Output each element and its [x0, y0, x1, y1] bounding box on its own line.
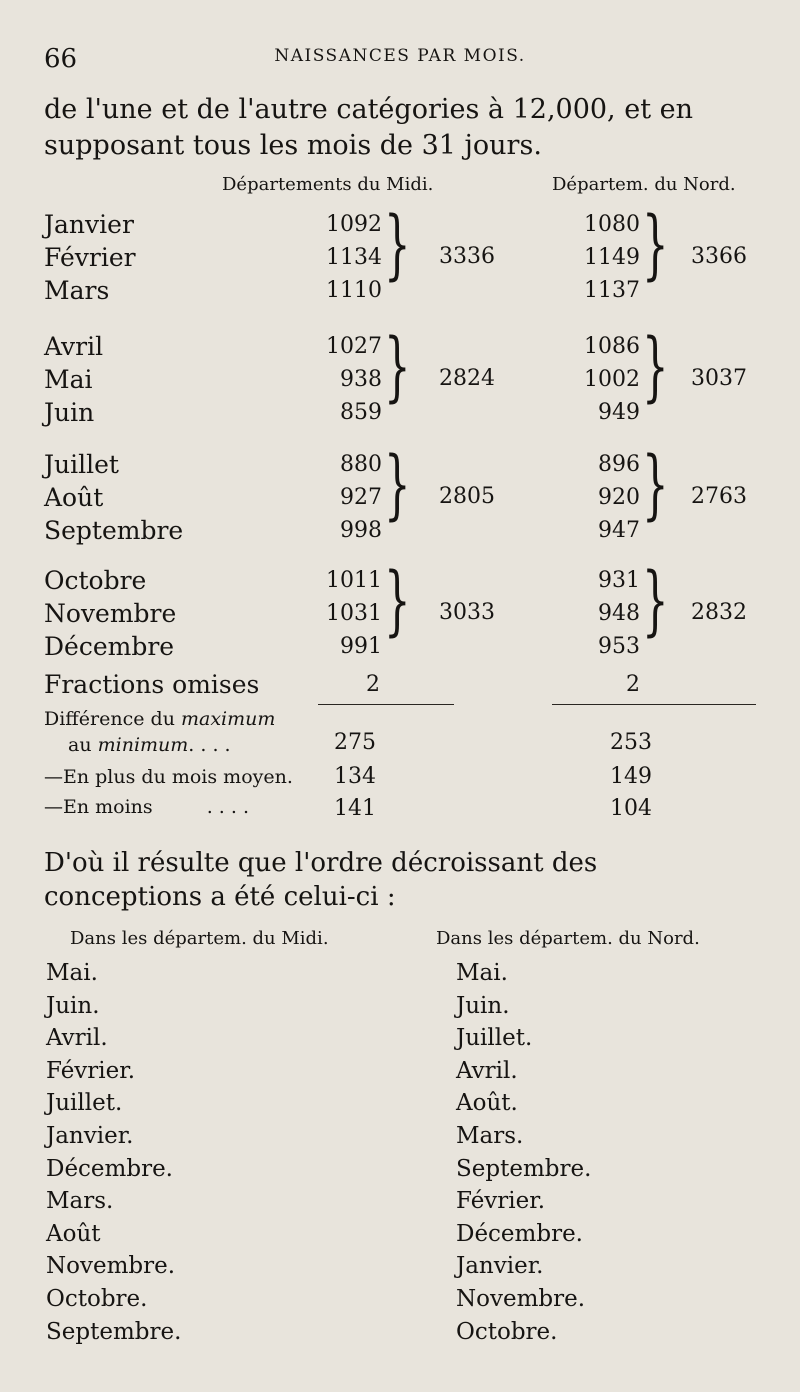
order-header-nord: Dans les départem. du Nord.: [436, 928, 700, 949]
value-midi: 1027: [326, 334, 382, 359]
difference-nord: 253: [610, 730, 652, 755]
brace-midi: }: [384, 321, 411, 410]
difference-label-line1: [44, 708, 275, 730]
order-item-midi: Septembre.: [46, 1318, 182, 1345]
rule-midi: [318, 704, 454, 705]
plus-label: —En plus du mois moyen.: [44, 766, 293, 788]
month-label: Novembre: [44, 599, 177, 628]
brace-midi: }: [384, 555, 411, 644]
value-nord: 1137: [584, 278, 640, 303]
difference-midi: 275: [334, 730, 376, 755]
order-item-nord: Novembre.: [456, 1286, 586, 1312]
order-item-nord: Juillet.: [456, 1025, 533, 1052]
value-midi: 1092: [326, 212, 382, 237]
order-item-midi: Mars.: [46, 1188, 114, 1215]
quarter-total-midi: 2824: [439, 366, 495, 391]
month-label: Juin: [44, 398, 95, 427]
order-item-midi: Août: [46, 1220, 101, 1247]
value-nord: 931: [598, 568, 640, 593]
value-nord: 896: [598, 452, 640, 477]
value-midi: 859: [340, 400, 382, 425]
quarter-total-midi: 3336: [439, 244, 495, 269]
conclusion-paragraph: D'où il résulte que l'ordre décroissant des conceptions a été celui-ci :: [44, 848, 598, 912]
value-nord: 947: [598, 518, 640, 543]
moins-midi: 141: [334, 796, 376, 821]
quarter-total-nord: 3366: [691, 244, 747, 269]
order-item-midi: Octobre.: [46, 1286, 148, 1312]
order-item-nord: Mars.: [456, 1123, 524, 1149]
value-midi: 1011: [326, 568, 382, 593]
order-item-midi: Novembre.: [46, 1253, 176, 1280]
difference-label-text: Différence du: [44, 708, 181, 730]
plus-midi: 134: [334, 764, 376, 789]
month-label: Février: [44, 243, 136, 272]
plus-nord: 149: [610, 764, 652, 789]
page-number: 66: [44, 44, 78, 74]
value-nord: 1086: [584, 334, 640, 359]
value-midi: 1110: [326, 278, 382, 303]
brace-nord: }: [642, 555, 669, 644]
leader-dots: . . . .: [188, 734, 231, 756]
month-label: Mai: [44, 365, 93, 394]
moins-nord: 104: [610, 796, 652, 821]
month-label: Avril: [44, 332, 104, 361]
month-label: Janvier: [44, 210, 134, 239]
order-item-midi: Mai.: [46, 960, 98, 986]
month-label: Mars: [44, 276, 110, 305]
minimum-word: minimum: [97, 734, 189, 756]
order-item-midi: Avril.: [46, 1025, 108, 1052]
order-item-midi: Juillet.: [46, 1090, 123, 1117]
column-header-nord: Départem. du Nord.: [552, 174, 736, 195]
fractions-nord: 2: [626, 672, 640, 697]
order-item-nord: Octobre.: [456, 1318, 558, 1345]
moins-text: —En moins: [44, 796, 153, 818]
value-nord: 948: [598, 601, 640, 626]
fractions-label: Fractions omises: [44, 670, 260, 699]
value-midi: 991: [340, 634, 382, 659]
order-item-nord: Décembre.: [456, 1220, 583, 1247]
brace-nord: }: [642, 199, 669, 288]
value-nord: 1149: [584, 245, 640, 270]
brace-midi: }: [384, 439, 411, 528]
brace-nord: }: [642, 439, 669, 528]
column-header-midi: Départements du Midi.: [222, 174, 434, 195]
value-midi: 1134: [326, 245, 382, 270]
order-item-nord: Août.: [456, 1090, 518, 1117]
value-nord: 1002: [584, 367, 640, 392]
maximum-word: maximum: [180, 708, 276, 730]
value-nord: 953: [598, 634, 640, 659]
order-item-nord: Avril.: [456, 1057, 518, 1084]
quarter-total-nord: 2832: [691, 600, 747, 625]
running-head: NAISSANCES PAR MOIS.: [274, 46, 526, 66]
month-label: Septembre: [44, 516, 184, 545]
value-midi: 998: [340, 518, 382, 543]
order-item-nord: Février.: [456, 1188, 546, 1215]
brace-midi: }: [384, 199, 411, 288]
moins-label: [44, 796, 249, 818]
order-item-nord: Janvier.: [456, 1253, 544, 1280]
order-header-midi: Dans les départem. du Midi.: [70, 928, 329, 949]
value-nord: 1080: [584, 212, 640, 237]
quarter-total-midi: 2805: [439, 484, 495, 509]
order-item-midi: Décembre.: [46, 1155, 173, 1182]
order-item-nord: Juin.: [456, 992, 510, 1019]
order-item-midi: Juin.: [46, 992, 100, 1019]
intro-paragraph: de l'une et de l'autre catégories à 12,000, et en supposant tous les mois de 31 jours.: [44, 94, 694, 161]
order-item-nord: Mai.: [456, 960, 508, 986]
value-nord: 920: [598, 485, 640, 510]
difference-label-line2: [68, 734, 231, 756]
au-word: au: [68, 734, 98, 756]
moins-dots: . . . .: [206, 796, 249, 818]
order-item-midi: Janvier.: [46, 1123, 134, 1149]
value-midi: 927: [340, 485, 382, 510]
rule-nord: [552, 704, 756, 705]
order-item-nord: Septembre.: [456, 1155, 592, 1182]
order-item-midi: Février.: [46, 1057, 136, 1084]
brace-nord: }: [642, 321, 669, 410]
month-label: Décembre: [44, 632, 175, 661]
month-label: Juillet: [44, 450, 119, 479]
value-midi: 880: [340, 452, 382, 477]
month-label: Octobre: [44, 566, 147, 595]
month-label: Août: [44, 483, 104, 512]
fractions-midi: 2: [366, 672, 380, 697]
value-midi: 1031: [326, 601, 382, 626]
value-midi: 938: [340, 367, 382, 392]
quarter-total-nord: 3037: [691, 366, 747, 391]
quarter-total-midi: 3033: [439, 600, 495, 625]
value-nord: 949: [598, 400, 640, 425]
quarter-total-nord: 2763: [691, 484, 747, 509]
